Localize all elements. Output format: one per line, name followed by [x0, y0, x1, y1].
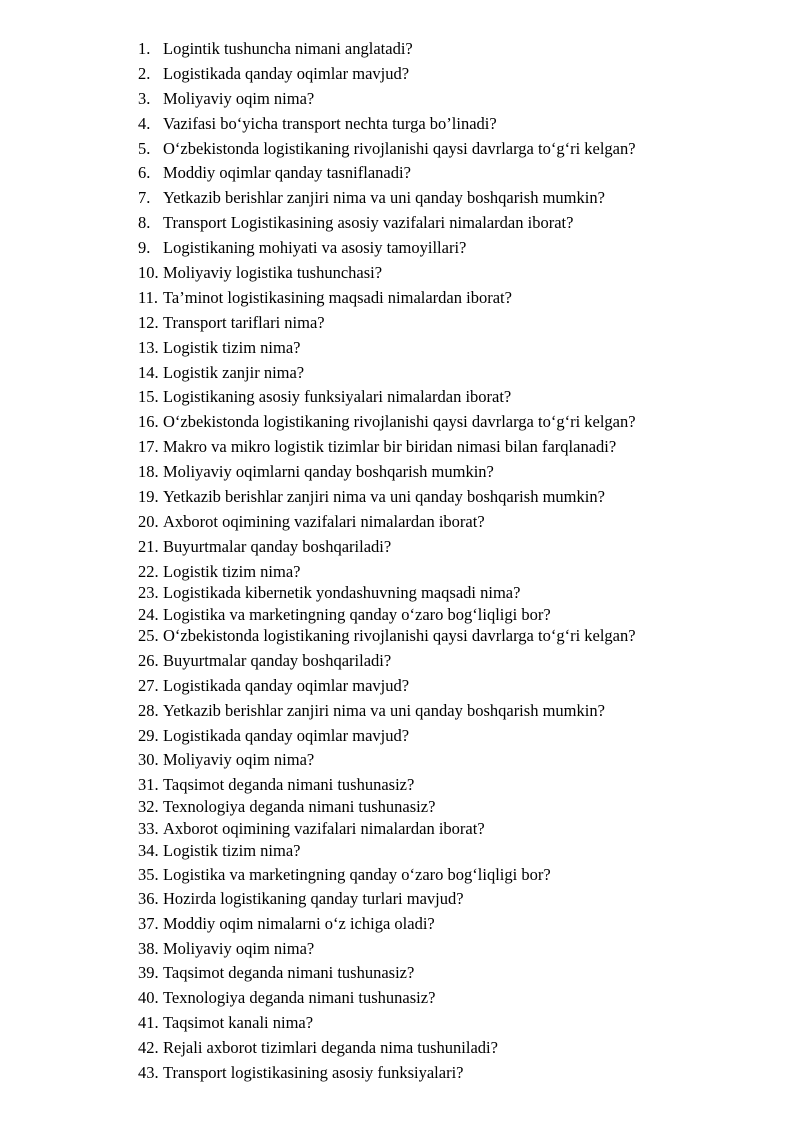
- question-text: Logistikada kibernetik yondashuvning maqsadi nima?: [163, 583, 521, 602]
- question-number: 12.: [138, 313, 159, 332]
- question-number: 9.: [138, 238, 151, 257]
- question-number: 43.: [138, 1063, 159, 1082]
- question-text: Texnologiya deganda nimani tushunasiz?: [163, 797, 436, 816]
- question-number: 13.: [138, 338, 159, 357]
- question-number: 26.: [138, 651, 159, 670]
- question-text: Moliyaviy logistika tushunchasi?: [163, 263, 383, 282]
- question-text: Ta’minot logistikasining maqsadi nimalardan iborat?: [163, 288, 512, 307]
- question-text: Logistika va marketingning qanday o‘zaro bog‘liqligi bor?: [163, 865, 551, 884]
- question-text: Transport logistikasining asosiy funksiyalari?: [163, 1063, 464, 1082]
- question-number: 19.: [138, 487, 159, 506]
- question-text: Logistik zanjir nima?: [163, 363, 305, 382]
- question-text: Moddiy oqim nimalarni o‘z ichiga oladi?: [163, 914, 435, 933]
- question-number: 17.: [138, 437, 159, 456]
- question-number: 18.: [138, 462, 159, 481]
- question-text: O‘zbekistonda logistikaning rivojlanishi qaysi davrlarga to‘g‘ri kelgan?: [163, 139, 636, 158]
- question-number: 40.: [138, 988, 159, 1007]
- question-number: 21.: [138, 537, 159, 556]
- question-number: 7.: [138, 188, 151, 207]
- question-text: Taqsimot deganda nimani tushunasiz?: [163, 775, 415, 794]
- question-text: Logistikada qanday oqimlar mavjud?: [163, 676, 410, 695]
- question-text: Taqsimot kanali nima?: [163, 1013, 314, 1032]
- question-text: Logistikada qanday oqimlar mavjud?: [163, 726, 410, 745]
- question-text: Axborot oqimining vazifalari nimalardan iborat?: [163, 512, 485, 531]
- question-number: 33.: [138, 819, 159, 838]
- question-number: 38.: [138, 939, 159, 958]
- question-text: Rejali axborot tizimlari deganda nima tushuniladi?: [163, 1038, 498, 1057]
- question-text: Texnologiya deganda nimani tushunasiz?: [163, 988, 436, 1007]
- question-text: Moliyaviy oqim nima?: [163, 89, 315, 108]
- question-text: Transport tariflari nima?: [163, 313, 325, 332]
- question-text: Logistik tizim nima?: [163, 338, 301, 357]
- question-text: Moliyaviy oqim nima?: [163, 939, 315, 958]
- question-text: Vazifasi bo‘yicha transport nechta turga bo’linadi?: [163, 114, 497, 133]
- question-number: 32.: [138, 797, 159, 816]
- question-text: Buyurtmalar qanday boshqariladi?: [163, 537, 392, 556]
- question-number: 10.: [138, 263, 159, 282]
- question-number: 6.: [138, 163, 151, 182]
- question-text: Taqsimot deganda nimani tushunasiz?: [163, 963, 415, 982]
- question-number: 11.: [138, 288, 159, 307]
- question-number: 1.: [138, 39, 151, 58]
- question-number: 5.: [138, 139, 151, 158]
- question-number: 24.: [138, 605, 159, 624]
- question-text: Yetkazib berishlar zanjiri nima va uni qanday boshqarish mumkin?: [163, 188, 605, 207]
- question-text: Logistika va marketingning qanday o‘zaro bog‘liqligi bor?: [163, 605, 551, 624]
- question-text: Transport Logistikasining asosiy vazifalari nimalardan iborat?: [163, 213, 574, 232]
- question-text: Moliyaviy oqim nima?: [163, 750, 315, 769]
- question-number: 25.: [138, 626, 159, 645]
- question-number: 41.: [138, 1013, 159, 1032]
- question-text: Logistik tizim nima?: [163, 841, 301, 860]
- question-text: Logistik tizim nima?: [163, 562, 301, 581]
- question-number: 14.: [138, 363, 159, 382]
- question-text: Moliyaviy oqimlarni qanday boshqarish mumkin?: [163, 462, 494, 481]
- question-number: 39.: [138, 963, 159, 982]
- question-number: 31.: [138, 775, 159, 794]
- question-number: 27.: [138, 676, 159, 695]
- question-number: 20.: [138, 512, 159, 531]
- question-text: Logistikada qanday oqimlar mavjud?: [163, 64, 410, 83]
- question-text: Buyurtmalar qanday boshqariladi?: [163, 651, 392, 670]
- question-number: 34.: [138, 841, 159, 860]
- question-number: 16.: [138, 412, 159, 431]
- question-number: 28.: [138, 701, 159, 720]
- question-number: 30.: [138, 750, 159, 769]
- question-text: Logintik tushuncha nimani anglatadi?: [163, 39, 413, 58]
- question-number: 15.: [138, 387, 159, 406]
- question-text: Moddiy oqimlar qanday tasniflanadi?: [163, 163, 411, 182]
- question-number: 2.: [138, 64, 151, 83]
- question-text: Yetkazib berishlar zanjiri nima va uni qanday boshqarish mumkin?: [163, 701, 605, 720]
- question-text: Makro va mikro logistik tizimlar bir biridan nimasi bilan farqlanadi?: [163, 437, 617, 456]
- question-number: 36.: [138, 889, 159, 908]
- question-number: 37.: [138, 914, 159, 933]
- question-number: 29.: [138, 726, 159, 745]
- question-text: Logistikaning asosiy funksiyalari nimalardan iborat?: [163, 387, 512, 406]
- question-number: 4.: [138, 114, 151, 133]
- question-text: Logistikaning mohiyati va asosiy tamoyillari?: [163, 238, 467, 257]
- question-number: 3.: [138, 89, 151, 108]
- question-text: Axborot oqimining vazifalari nimalardan iborat?: [163, 819, 485, 838]
- question-text: Hozirda logistikaning qanday turlari mavjud?: [163, 889, 464, 908]
- question-text: Yetkazib berishlar zanjiri nima va uni qanday boshqarish mumkin?: [163, 487, 605, 506]
- question-text: O‘zbekistonda logistikaning rivojlanishi qaysi davrlarga to‘g‘ri kelgan?: [163, 626, 636, 645]
- question-number: 22.: [138, 562, 159, 581]
- question-number: 42.: [138, 1038, 159, 1057]
- question-text: O‘zbekistonda logistikaning rivojlanishi qaysi davrlarga to‘g‘ri kelgan?: [163, 412, 636, 431]
- question-number: 23.: [138, 583, 159, 602]
- question-number: 8.: [138, 213, 151, 232]
- question-number: 35.: [138, 865, 159, 884]
